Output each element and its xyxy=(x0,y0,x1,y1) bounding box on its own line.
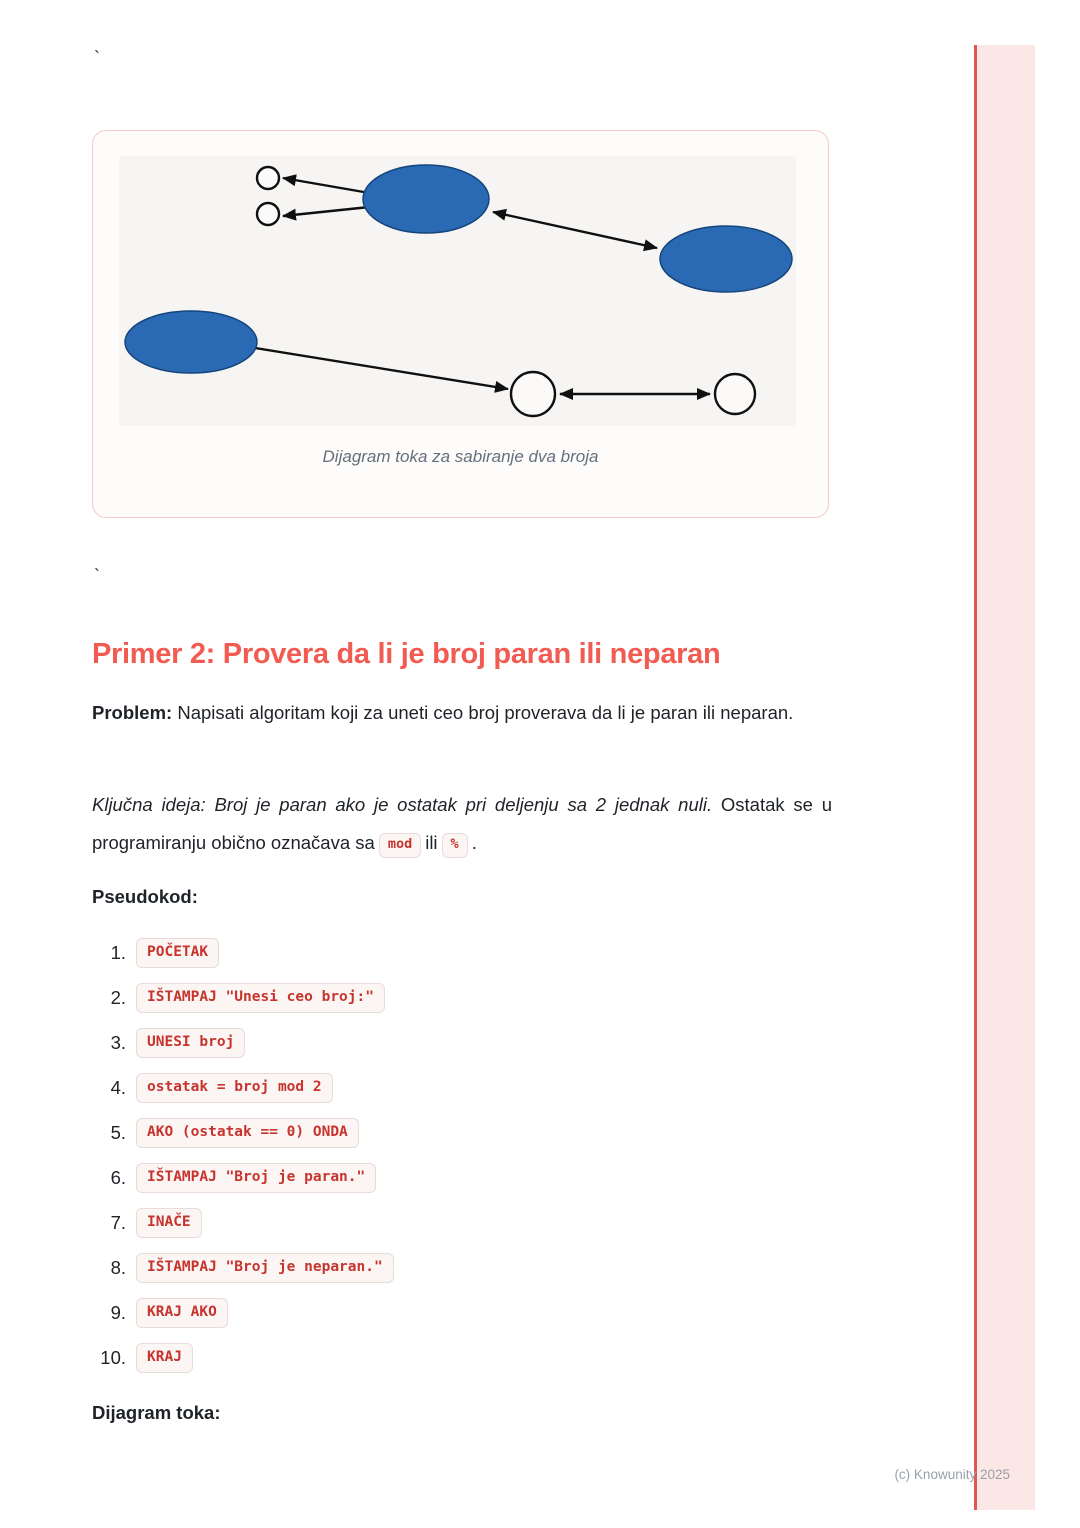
pseudocode-step-10 xyxy=(92,1343,394,1373)
step-code: ostatak = broj mod 2 xyxy=(136,1073,333,1103)
problem-text: Napisati algoritam koji za uneti ceo broj proverava da li je paran ili neparan. xyxy=(177,702,794,723)
idea-period: . xyxy=(471,832,477,853)
step-code: IŠTAMPAJ "Unesi ceo broj:" xyxy=(136,983,385,1013)
inline-code-percent: % xyxy=(442,833,468,858)
inline-code-mod: mod xyxy=(379,833,421,858)
step-number: 4. xyxy=(110,1077,126,1098)
pseudocode-step-1 xyxy=(92,938,394,968)
pseudocode-step-7 xyxy=(92,1208,394,1238)
circle-node-large-1 xyxy=(511,372,555,416)
step-number: 6. xyxy=(110,1167,126,1188)
step-number: 3. xyxy=(110,1032,126,1053)
pseudocode-step-4 xyxy=(92,1073,394,1103)
step-number: 2. xyxy=(110,987,126,1008)
step-code: UNESI broj xyxy=(136,1028,245,1058)
ellipse-node-top xyxy=(363,165,489,233)
arrow-double-top xyxy=(493,212,657,248)
pseudocode-step-8 xyxy=(92,1253,394,1283)
figure-caption: Dijagram toka za sabiranje dva broja xyxy=(322,447,599,466)
pseudokod-label: Pseudokod: xyxy=(92,886,198,907)
step-code: INAČE xyxy=(136,1208,202,1238)
pseudocode-step-3 xyxy=(92,1028,394,1058)
arrow-left-ellipse-to-circle xyxy=(249,347,508,389)
step-code: IŠTAMPAJ "Broj je paran." xyxy=(136,1163,376,1193)
step-code: KRAJ AKO xyxy=(136,1298,228,1328)
idea-italic-text: Ključna ideja: Broj je paran ako je ostatak pri deljenju sa 2 jednak nuli. xyxy=(92,794,713,815)
ellipse-node-left xyxy=(125,311,257,373)
circle-node-small-2 xyxy=(257,203,279,225)
idea-conjunction: ili xyxy=(425,832,438,853)
stray-backtick-top: ` xyxy=(94,48,100,68)
step-number: 1. xyxy=(110,942,126,963)
flow-diagram xyxy=(119,156,796,426)
side-strip xyxy=(977,45,1035,1510)
circle-node-large-2 xyxy=(715,374,755,414)
step-code: IŠTAMPAJ "Broj je neparan." xyxy=(136,1253,394,1283)
section-heading: Primer 2: Provera da li je broj paran ili neparan xyxy=(92,638,721,670)
copyright-footer: (c) Knowunity 2025 xyxy=(894,1467,1010,1482)
step-code: AKO (ostatak == 0) ONDA xyxy=(136,1118,359,1148)
problem-paragraph xyxy=(92,694,832,732)
step-code: POČETAK xyxy=(136,938,219,968)
ellipse-node-right xyxy=(660,226,792,292)
idea-paragraph xyxy=(92,786,832,862)
step-number: 5. xyxy=(110,1122,126,1143)
pseudocode-step-5 xyxy=(92,1118,394,1148)
idea-text: Ostatak se u programiranju obično označava sa xyxy=(92,794,833,853)
pseudocode-step-6 xyxy=(92,1163,394,1193)
pseudocode-step-2 xyxy=(92,983,394,1013)
step-number: 8. xyxy=(110,1257,126,1278)
step-number: 9. xyxy=(110,1302,126,1323)
step-number: 10. xyxy=(100,1347,126,1368)
step-number: 7. xyxy=(110,1212,126,1233)
pseudocode-list xyxy=(92,938,394,1388)
diagram-toka-label: Dijagram toka: xyxy=(92,1402,221,1423)
step-code: KRAJ xyxy=(136,1343,193,1373)
pseudocode-step-9 xyxy=(92,1298,394,1328)
circle-node-small-1 xyxy=(257,167,279,189)
flow-diagram-image xyxy=(119,156,796,426)
problem-label: Problem: xyxy=(92,702,173,723)
stray-backtick-mid: ` xyxy=(94,566,100,586)
figure-card xyxy=(92,130,829,518)
